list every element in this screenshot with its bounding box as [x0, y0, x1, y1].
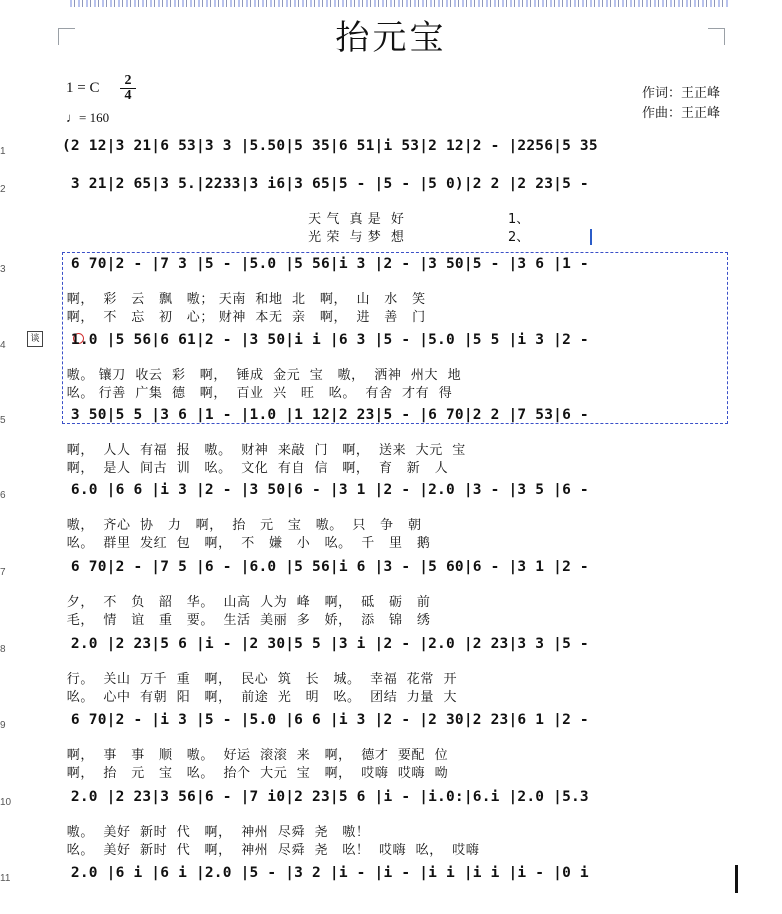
notation-line[interactable]: 1.0 |5 56|6 61|2 - |3 50|i i |6 3 |5 - |5.0 |5 5 |i 3 |2 - [62, 332, 589, 348]
lyric-line-verse-1[interactable]: 夕， 不 负 韶 华。 山高 人为 峰 啊， 砥 砺 前 [62, 595, 431, 610]
credits[interactable] [642, 84, 720, 124]
song-title[interactable]: 抬元宝 [335, 18, 447, 58]
lyric-line-verse-1[interactable]: 天 气 真 是 好 [62, 212, 405, 227]
composer-credit: 作曲：王正峰 [641, 106, 720, 121]
lyric-line-verse-2[interactable]: 啊， 是人 间古 训 吆。 文化 有自 信 啊， 育 新 人 [62, 461, 449, 476]
notation-line[interactable]: 6 70|2 - |i 3 |5 - |5.0 |6 6 |i 3 |2 - |2 30|2 23|6 1 |2 - [62, 712, 589, 728]
line-number: 9 [0, 720, 6, 731]
meter-bottom: 4 [124, 88, 132, 103]
notation-line[interactable]: (2 12|3 21|6 53|3 3 |5.50|5 35|6 51|i 53|2 12|2 - |2256|5 35 [62, 138, 598, 154]
lyric-line-verse-1[interactable]: 啊， 彩 云 飘 嗷； 天南 和地 北 啊， 山 水 笑 [62, 292, 426, 307]
key-signature[interactable]: 1 = C [66, 80, 100, 96]
tempo-marking[interactable]: ♩= 160 [66, 110, 110, 125]
lyric-line-verse-1[interactable]: 嗷。 美好 新时 代 啊， 神州 尽舜 尧 嗷！ [62, 825, 370, 840]
notation-line[interactable]: 6.0 |6 6 |i 3 |2 - |3 50|6 - |3 1 |2 - |2.0 |3 - |3 5 |6 - [62, 482, 589, 498]
notation-line[interactable]: 2.0 |2 23|3 56|6 - |7 i0|2 23|5 6 |i - |i.0:|6.i |2.0 |5.3 [62, 789, 589, 805]
side-lyric-box[interactable]: 谈 [27, 331, 43, 347]
line-number: 6 [0, 490, 6, 501]
time-signature[interactable] [120, 74, 136, 103]
lyric-line-verse-2[interactable]: 吆。 行善 广集 德 啊， 百业 兴 旺 吆。 有舍 才有 得 [62, 386, 453, 401]
line-number: 2 [0, 184, 6, 195]
lyric-line-verse-2[interactable]: 毛， 情 谊 重 要。 生活 美丽 多 娇， 添 锦 绣 [62, 613, 431, 628]
line-number: 10 [0, 797, 12, 808]
notation-line[interactable]: 2.0 |6 i |6 i |2.0 |5 - |3 2 |i - |i - |i i |i i |i - |0 i [62, 865, 589, 881]
lyric-line-verse-1[interactable]: 啊， 事 事 顺 嗷。 好运 滚滚 来 啊， 德才 要配 位 [62, 748, 449, 763]
lyric-line-verse-2[interactable]: 啊， 抬 元 宝 吆。 抬个 大元 宝 啊， 哎嗨 哎嗨 呦 [62, 766, 449, 781]
lyric-line-verse-1[interactable]: 嗷。 镶刀 收云 彩 啊， 锤成 金元 宝 嗷， 洒神 州大 地 [62, 368, 462, 383]
line-number: 11 [0, 873, 11, 884]
lyricist-credit: 作词：王正峰 [641, 86, 720, 101]
lyric-line-verse-2[interactable]: 吆。 群里 发红 包 啊， 不 嫌 小 吆。 千 里 鹅 [62, 536, 431, 551]
ruler-strip [70, 0, 730, 7]
notation-line[interactable]: 6 70|2 - |7 5 |6 - |6.0 |5 56|i 6 |3 - |5 60|6 - |3 1 |2 - [62, 559, 589, 575]
line-number: 8 [0, 644, 6, 655]
line-number: 7 [0, 567, 6, 578]
lyric-line-verse-2[interactable]: 光 荣 与 梦 想 [62, 230, 405, 245]
lyric-line-verse-2[interactable]: 吆。 心中 有朝 阳 啊， 前途 光 明 吆。 团结 力量 大 [62, 690, 458, 705]
notation-line[interactable]: 3 50|5 5 |3 6 |1 - |1.0 |1 12|2 23|5 - |6 70|2 2 |7 53|6 - [62, 407, 589, 423]
line-number: 5 [0, 415, 6, 426]
verse-number-1: 1、 [508, 212, 530, 227]
meter-top: 2 [120, 74, 136, 89]
line-number: 3 [0, 264, 6, 275]
verse-number-2: 2、 [508, 230, 530, 245]
final-barline [735, 865, 738, 893]
line-number: 4 [0, 340, 6, 351]
notation-line[interactable]: 2.0 |2 23|5 6 |i - |2 30|5 5 |3 i |2 - |2.0 |2 23|3 3 |5 - [62, 636, 589, 652]
notation-line[interactable]: 3 21|2 65|3 5.|2233|3 i6|3 65|5 - |5 - |5 0)|2 2 |2 23|5 - [62, 176, 589, 192]
lyric-line-verse-1[interactable]: 行。 关山 万千 重 啊， 民心 筑 长 城。 幸福 花常 开 [62, 672, 458, 687]
lyric-line-verse-1[interactable]: 嗷， 齐心 协 力 啊， 抬 元 宝 嗷。 只 争 朝 [62, 518, 422, 533]
notation-line[interactable]: 6 70|2 - |7 3 |5 - |5.0 |5 56|i 3 |2 - |3 50|5 - |3 6 |1 - [62, 256, 589, 272]
lyric-line-verse-2[interactable]: 啊， 不 忘 初 心； 财神 本无 亲 啊， 进 善 门 [62, 310, 426, 325]
lyric-line-verse-1[interactable]: 啊， 人人 有福 报 嗷。 财神 来敲 门 啊， 送来 大元 宝 [62, 443, 466, 458]
line-number: 1 [0, 146, 6, 157]
lyric-line-verse-2[interactable]: 吆。 美好 新时 代 啊， 神州 尽舜 尧 吆！ 哎嗨 吆， 哎嗨 [62, 843, 480, 858]
